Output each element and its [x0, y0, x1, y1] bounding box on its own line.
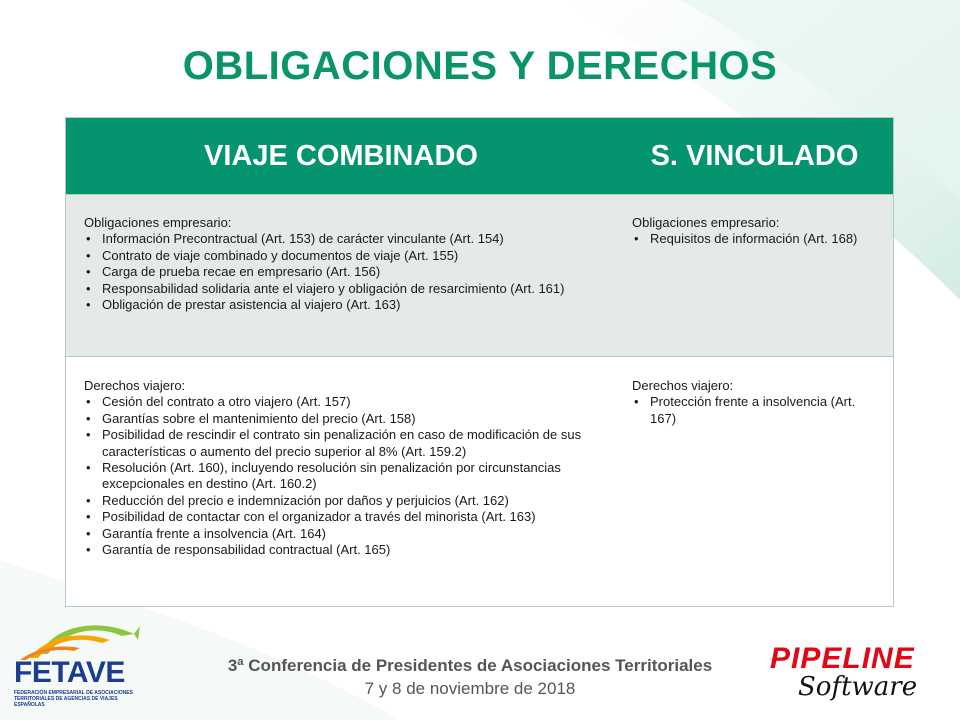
cell-heading: Obligaciones empresario: — [84, 215, 232, 230]
header-viaje-combinado: VIAJE COMBINADO — [204, 139, 478, 172]
pipeline-logo-subtitle: Software — [798, 672, 918, 702]
list-item: • Garantía de responsabilidad contractual (Art. 165) — [84, 542, 606, 558]
cell-obligaciones-vinculado — [614, 195, 893, 356]
bullet-list — [84, 231, 606, 313]
fetave-logo-subtitle: FEDERACIÓN EMPRESARIAL DE ASOCIACIONES TERRITORIALES DE AGENCIAS DE VIAJES ESPAÑOLAS — [14, 690, 133, 708]
list-item: • Contrato de viaje combinado y documentos de viaje (Art. 155) — [84, 248, 606, 264]
list-item: • Garantía frente a insolvencia (Art. 164) — [84, 526, 606, 542]
bullet-list — [632, 394, 869, 427]
list-item: • Información Precontractual (Art. 153) de carácter vinculante (Art. 154) — [84, 231, 606, 247]
bullet-list — [84, 394, 606, 558]
page-title: OBLIGACIONES Y DERECHOS — [182, 44, 778, 88]
list-item: • Posibilidad de contactar con el organizador a través del minorista (Art. 163) — [84, 509, 606, 525]
header-s-vinculado: S. VINCULADO — [650, 139, 859, 172]
pipeline-logo-text: PIPELINE — [770, 642, 915, 675]
list-item: • Carga de prueba recae en empresario (Art. 156) — [84, 264, 606, 280]
pipeline-logo — [770, 636, 950, 716]
table-row-derechos — [66, 356, 893, 606]
table-row-obligaciones — [66, 194, 893, 356]
comparison-table — [65, 117, 894, 607]
list-item: • Protección frente a insolvencia (Art. 167) — [632, 394, 869, 427]
fetave-logo — [10, 614, 142, 718]
footer-conference-date: 7 y 8 de noviembre de 2018 — [364, 679, 576, 698]
list-item: • Resolución (Art. 160), incluyendo resolución sin penalización por circunstancias excepcionales en destino (Art. 160.2) — [84, 460, 606, 493]
cell-derechos-combinado — [66, 357, 614, 606]
footer-conference-title: 3ª Conferencia de Presidentes de Asociaciones Territoriales — [227, 656, 713, 675]
list-item: • Reducción del precio e indemnización por daños y perjuicios (Art. 162) — [84, 493, 606, 509]
fetave-logo-text: FETAVE — [14, 656, 125, 689]
cell-obligaciones-combinado — [66, 195, 614, 356]
list-item: • Requisitos de información (Art. 168) — [632, 231, 869, 247]
cell-heading: Obligaciones empresario: — [632, 215, 780, 230]
list-item: • Garantías sobre el mantenimiento del precio (Art. 158) — [84, 411, 606, 427]
cell-derechos-vinculado — [614, 357, 893, 606]
bullet-list — [632, 231, 869, 247]
cell-heading: Derechos viajero: — [84, 378, 186, 393]
table-header — [66, 118, 893, 194]
list-item: • Responsabilidad solidaria ante el viajero y obligación de resarcimiento (Art. 161) — [84, 281, 606, 297]
list-item: • Posibilidad de rescindir el contrato sin penalización en caso de modificación de sus características o aumento del precio superior al 8% (Art. 159.2) — [84, 427, 606, 460]
list-item: • Obligación de prestar asistencia al viajero (Art. 163) — [84, 297, 606, 313]
cell-heading: Derechos viajero: — [632, 378, 734, 393]
list-item: • Cesión del contrato a otro viajero (Art. 157) — [84, 394, 606, 410]
